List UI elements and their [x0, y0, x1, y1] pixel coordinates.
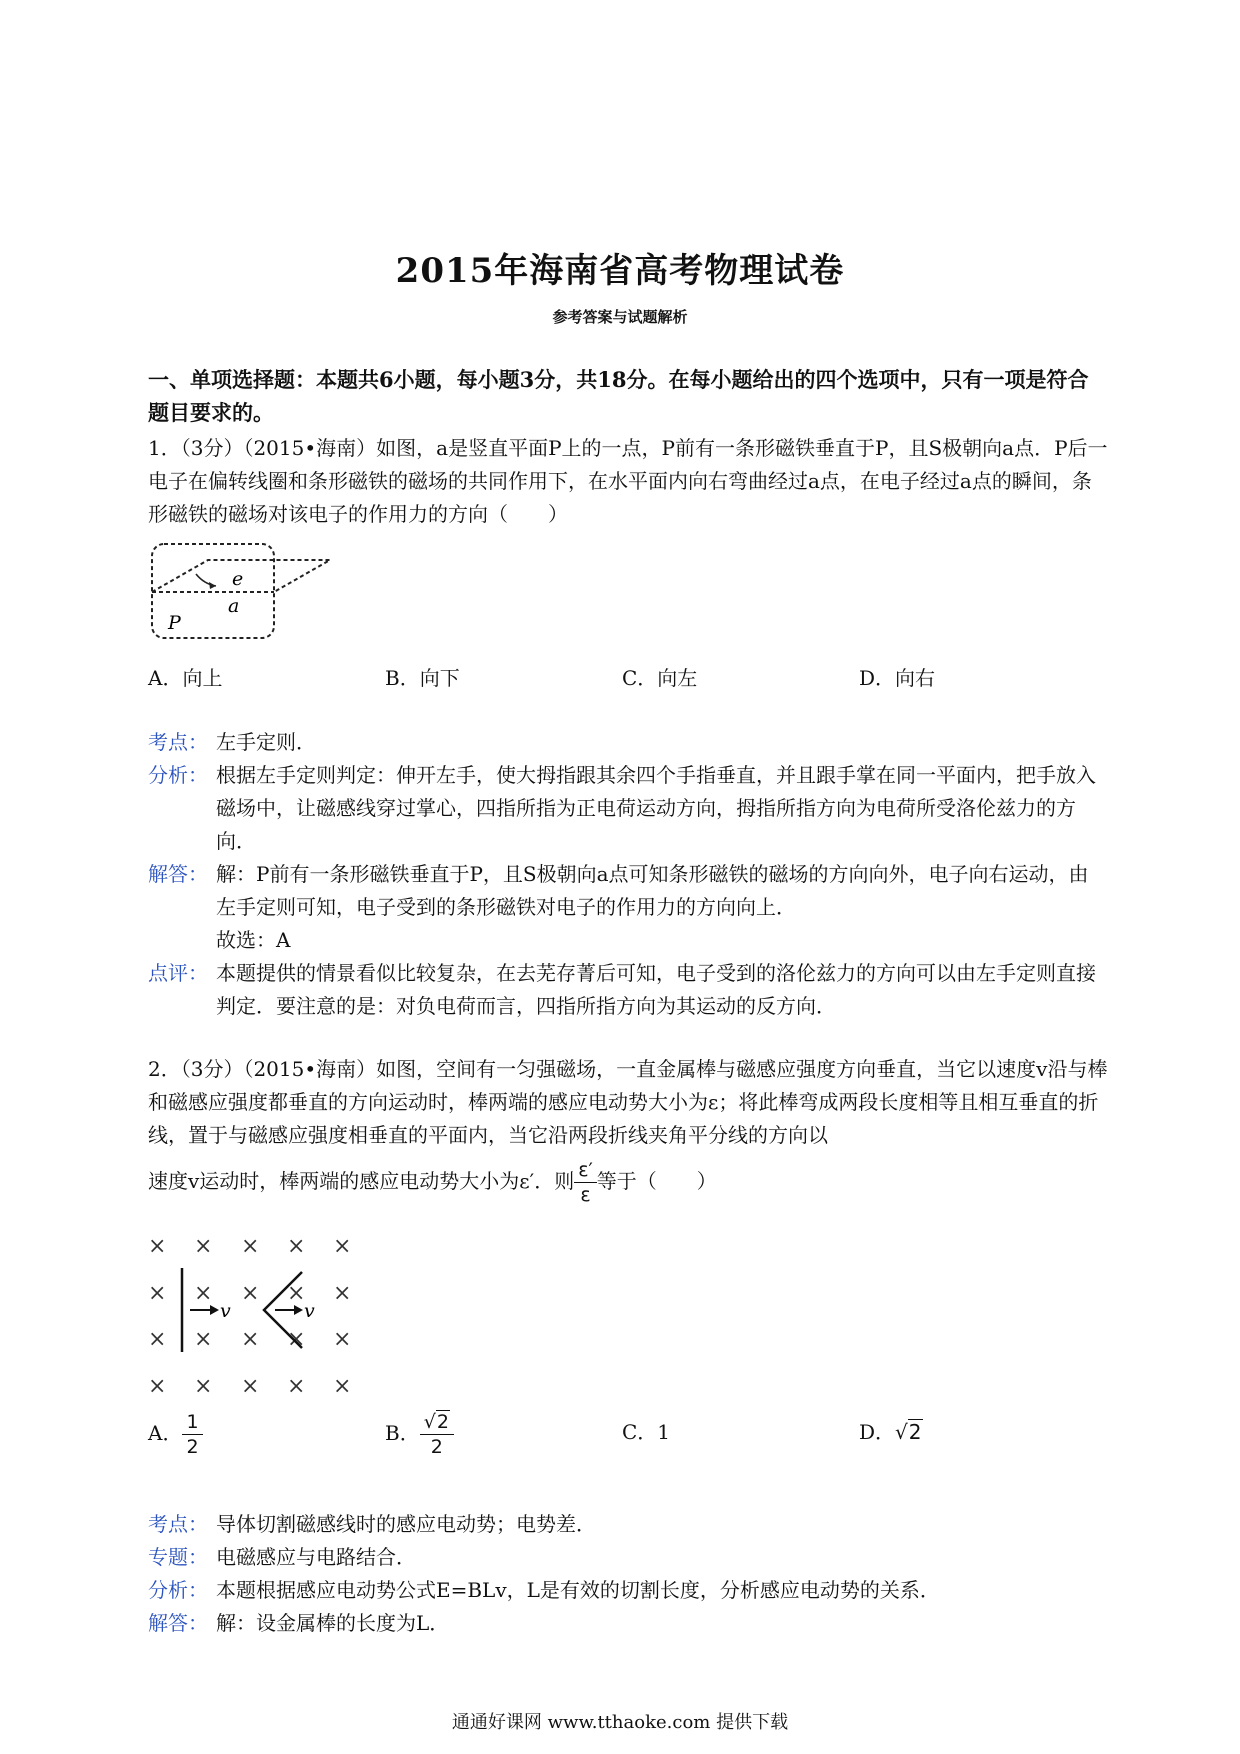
q1-kaodian-label: 考点： [148, 730, 208, 754]
q2-option-d-radicand: 2 [908, 1420, 922, 1444]
field-cross-mark: × [148, 1234, 167, 1259]
field-cross-mark: × [241, 1327, 260, 1352]
q2-jieda [148, 1607, 1108, 1640]
field-cross-mark: × [194, 1327, 213, 1352]
field-cross-mark: × [148, 1327, 167, 1352]
q2-zhuanti-label: 专题： [148, 1545, 208, 1569]
q2-figure-v1: v [220, 1300, 231, 1322]
q2-option-d-sqrt: √2 [895, 1420, 922, 1444]
q1-figure-label-e: e [232, 568, 244, 590]
q2-option-b-label: B． [385, 1421, 420, 1445]
field-cross-mark: × [287, 1374, 306, 1398]
q1-dianping-label: 点评： [148, 961, 208, 985]
q2-zhuanti [148, 1541, 1108, 1574]
field-cross-mark: × [333, 1234, 352, 1259]
q1-figure-label-a: a [228, 595, 240, 617]
q2-figure-v2: v [304, 1300, 315, 1322]
q1-figure [148, 540, 333, 642]
q2-figure [148, 1228, 368, 1398]
field-cross-mark: × [241, 1234, 260, 1259]
field-cross-mark: × [148, 1281, 167, 1306]
field-cross-mark: × [287, 1281, 306, 1306]
q1-option-c: C．向左 [622, 666, 698, 690]
q2-stem: 2．（3分）（2015•海南）如图，空间有一匀强磁场，一直金属棒与磁感应强度方向垂直，当它以速度v沿与棒和磁感应强度都垂直的方向运动时，棒两端的感应电动势大小为ε；将此棒弯成两段长度相等且相互垂直的折线，置于与磁感应强度相垂直的平面内，当它沿两段折线夹角平分线的方向以 [148, 1057, 1108, 1147]
q2-option-b [385, 1410, 454, 1459]
q2-fenxi-text: 本题根据感应电动势公式E=BLv，L是有效的切割长度，分析感应电动势的关系． [216, 1578, 940, 1602]
q2-stem-frac-num: ε′ [574, 1158, 597, 1183]
q2-stem-fraction [574, 1158, 597, 1207]
q2-option-d-label: D． [859, 1420, 896, 1444]
q2-option-b-fraction [420, 1410, 454, 1459]
q1-jieda-text: 解：P前有一条形磁铁垂直于P，且S极朝向a点可知条形磁铁的磁场的方向向外，电子向右运动，由左手定则可知，电子受到的条形磁铁对电子的作用力的方向向上． [216, 862, 1089, 919]
q2-zhuanti-text: 电磁感应与电路结合． [216, 1545, 416, 1569]
q2-option-a-fraction [182, 1410, 202, 1459]
field-cross-mark: × [333, 1374, 352, 1398]
field-cross-mark: × [333, 1327, 352, 1352]
page-subtitle: 参考答案与试题解析 [552, 308, 688, 326]
page-title: 2015年海南省高考物理试卷 [395, 251, 845, 291]
q2-option-c: C．1 [622, 1420, 671, 1444]
q1-fenxi [148, 759, 1108, 858]
field-cross-mark: × [241, 1374, 260, 1398]
q1-option-b: B．向下 [385, 666, 460, 690]
q1-jieda [148, 858, 1108, 957]
q1-jieda-answer: 故选：A [216, 928, 291, 952]
field-cross-mark: × [287, 1327, 306, 1352]
field-cross-mark: × [194, 1374, 213, 1398]
q2-option-a-label: A． [148, 1421, 183, 1445]
q1-kaodian [148, 726, 1108, 759]
q2-option-a-den: 2 [186, 1436, 199, 1458]
q2-stem-frac-den: ε [580, 1184, 591, 1206]
field-cross-mark: × [148, 1374, 167, 1398]
q1-kaodian-text: 左手定则． [216, 730, 316, 754]
q2-stem-post: 等于（ ） [596, 1169, 717, 1193]
q1-fenxi-text: 根据左手定则判定：伸开左手，使大拇指跟其余四个手指垂直，并且跟手掌在同一平面内，把手放入磁场中，让磁感线穿过掌心，四指所指为正电荷运动方向，拇指所指方向为电荷所受洛伦兹力的方向． [216, 763, 1096, 853]
q2-fenxi [148, 1574, 1108, 1607]
q2-kaodian [148, 1508, 1108, 1541]
q2-stem-pre: 速度v运动时，棒两端的感应电动势大小为ε′．则 [148, 1169, 575, 1193]
q1-dianping-text: 本题提供的情景看似比较复杂，在去芜存菁后可知，电子受到的洛伦兹力的方向可以由左手定则直接判定．要注意的是：对负电荷而言，四指所指方向为其运动的反方向． [216, 961, 1096, 1018]
field-cross-mark: × [194, 1281, 213, 1306]
q1-fenxi-label: 分析： [148, 763, 208, 787]
section-heading: 一、单项选择题：本题共6小题，每小题3分，共18分。在每小题给出的四个选项中，只有一项是符合题目要求的。 [148, 367, 1089, 425]
q2-kaodian-text: 导体切割磁感线时的感应电动势；电势差． [216, 1512, 596, 1536]
q2-stem-last-line [148, 1158, 1108, 1207]
q1-stem: 1．（3分）（2015•海南）如图，a是竖直平面P上的一点，P前有一条形磁铁垂直于P，且S极朝向a点．P后一电子在偏转线圈和条形磁铁的磁场的共同作用下，在水平面内向右弯曲经过a点，在电子经过a点的瞬间，条形磁铁的磁场对该电子的作用力的方向（ ） [148, 436, 1108, 526]
q2-figure-crosses [148, 1234, 351, 1398]
q2-jieda-text: 解：设金属棒的长度为L． [216, 1611, 450, 1635]
field-cross-mark: × [194, 1234, 213, 1259]
q1-option-a: A．向上 [148, 666, 223, 690]
q1-dianping [148, 957, 1108, 1023]
q1-figure-label-p: P [168, 612, 181, 634]
q2-option-b-den: 2 [430, 1436, 443, 1458]
q2-option-a-num: 1 [182, 1410, 202, 1435]
field-cross-mark: × [241, 1281, 260, 1306]
q2-option-b-num: √2 [420, 1410, 454, 1435]
page-footer: 通通好课网 www.tthaoke.com 提供下载 [451, 1712, 789, 1733]
q2-jieda-label: 解答： [148, 1611, 208, 1635]
field-cross-mark: × [333, 1281, 352, 1306]
q2-kaodian-label: 考点： [148, 1512, 208, 1536]
q2-fenxi-label: 分析： [148, 1578, 208, 1602]
field-cross-mark: × [287, 1234, 306, 1259]
q2-option-a [148, 1410, 203, 1459]
q1-jieda-label: 解答： [148, 862, 208, 886]
q2-option-b-radicand: 2 [436, 1411, 449, 1433]
q1-option-d: D．向右 [859, 666, 936, 690]
q2-option-d [859, 1416, 923, 1445]
